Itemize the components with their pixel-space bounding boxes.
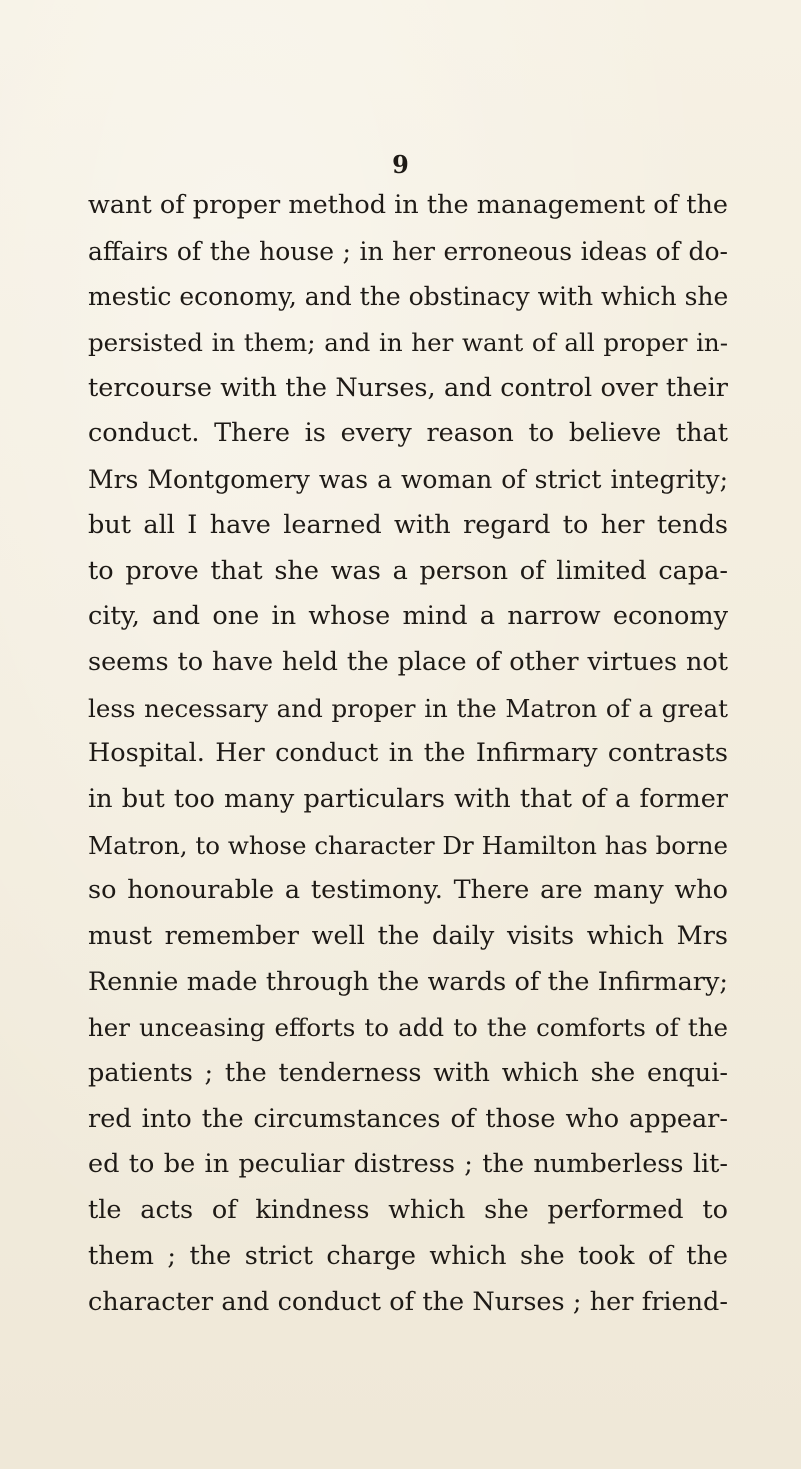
body-text	[88, 183, 728, 1325]
text-line: character and conduct of the Nurses ; her friend-	[88, 1286, 728, 1317]
text-line: Hospital. Her conduct in the Infirmary contrasts	[88, 738, 728, 769]
text-line: city, and one in whose mind a narrow economy	[88, 601, 728, 632]
text-line: persisted in them; and in her want of all proper in-	[88, 328, 728, 358]
text-line: tle acts of kindness which she performed to	[88, 1195, 728, 1226]
text-line: so honourable a testimony. There are many who	[88, 875, 728, 906]
text-line: want of proper method in the management of the	[88, 190, 728, 220]
text-line: her unceasing efforts to add to the comforts of the	[88, 1013, 728, 1043]
text-line: mestic economy, and the obstinacy with which she	[88, 282, 729, 312]
text-line: Rennie made through the wards of the Infirmary;	[88, 966, 728, 997]
page-number: 9	[392, 150, 409, 179]
text-line: to prove that she was a person of limited capa-	[88, 555, 728, 586]
text-line: affairs of the house ; in her erroneous ideas of do-	[88, 236, 728, 266]
text-line: patients ; the tenderness with which she enqui-	[88, 1058, 728, 1089]
text-line: Mrs Montgomery was a woman of strict integrity;	[88, 465, 728, 495]
text-line: but all I have learned with regard to her tends	[88, 509, 728, 540]
text-line: less necessary and proper in the Matron of a great	[88, 693, 728, 723]
text-line: them ; the strict charge which she took of the	[88, 1240, 728, 1271]
text-line: must remember well the daily visits which Mrs	[88, 921, 728, 951]
text-line: seems to have held the place of other virtues not	[88, 646, 728, 677]
text-line: tercourse with the Nurses, and control over their	[88, 372, 728, 403]
text-line: ed to be in peculiar distress ; the numberless lit-	[88, 1149, 728, 1180]
text-line: Matron, to whose character Dr Hamilton has borne	[88, 830, 728, 860]
text-line: conduct. There is every reason to believe that	[88, 418, 728, 449]
text-line: red into the circumstances of those who appear-	[88, 1103, 728, 1134]
text-line: in but too many particulars with that of a former	[88, 783, 728, 814]
